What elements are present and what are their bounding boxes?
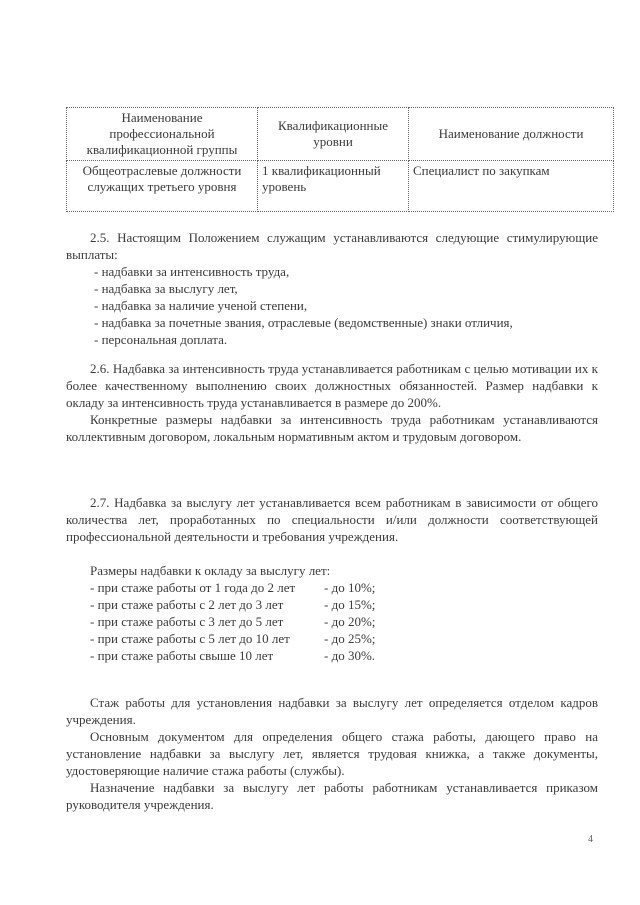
cell-group: Общеотраслевые должности служащих третьего уровня <box>67 161 258 212</box>
list-item: - персональная доплата. <box>94 332 228 347</box>
section-2-6 <box>66 360 598 445</box>
bonus-list-title: Размеры надбавки к окладу за выслугу лет: <box>90 563 331 578</box>
step-value: - до 25%; <box>324 631 376 646</box>
list-item <box>90 579 598 596</box>
section-2-7 <box>66 494 598 813</box>
step-label: - при стаже работы с 3 лет до 5 лет <box>90 614 284 629</box>
qualification-table <box>66 107 614 212</box>
step-value: - до 15%; <box>324 597 376 612</box>
section-2-7-p3: Основным документом для определения общего стажа работы, дающего право на установление надбавки за выслугу лет, является трудовая книжка, а также документы, удостоверяющие наличие стажа работы (службы). <box>66 729 598 778</box>
section-2-5-intro: 2.5. Настоящим Положением служащим устанавливаются следующие стимулирующие выплаты: <box>66 230 598 262</box>
page-number: 4 <box>588 834 593 845</box>
list-item: - надбавки за интенсивность труда, <box>94 264 290 279</box>
header-cell-levels: Квалификационные уровни <box>258 108 409 161</box>
list-item: - надбавка за почетные звания, отраслевые (ведомственные) знаки отличия, <box>94 315 513 330</box>
section-2-7-p1: 2.7. Надбавка за выслугу лет устанавливается всем работникам в зависимости от общего количества лет, проработанных по специальности и/или должности соответствующей профессиональной деятельности и требования учреждения. <box>66 495 598 544</box>
section-2-6-p2: Конкретные размеры надбавки за интенсивность труда работникам устанавливаются коллективным договором, локальным нормативным актом и трудовым договором. <box>66 412 598 444</box>
section-2-7-p2: Стаж работы для установления надбавки за выслугу лет определяется отделом кадров учреждения. <box>66 695 598 727</box>
table-row <box>67 161 614 212</box>
list-item: - надбавка за выслугу лет, <box>94 281 238 296</box>
table-header-row <box>67 108 614 161</box>
header-cell-position: Наименование должности <box>409 108 614 161</box>
step-value: - до 20%; <box>324 614 376 629</box>
list-item <box>90 613 598 630</box>
header-cell-group: Наименование профессиональной квалификационной группы <box>67 108 258 161</box>
cell-level: 1 квалификационный уровень <box>258 161 409 212</box>
list-item <box>90 596 598 613</box>
cell-position: Специалист по закупкам <box>409 161 614 212</box>
list-item <box>90 647 598 664</box>
list-item: - надбавка за наличие ученой степени, <box>94 298 308 313</box>
section-2-6-p1: 2.6. Надбавка за интенсивность труда устанавливается работникам с целью мотивации их к более качественному выполнению своих должностных обязанностей. Размер надбавки к окладу за интенсивность труда устанавливается в размере до 200%. <box>66 361 598 410</box>
step-label: - при стаже работы от 1 года до 2 лет <box>90 580 296 595</box>
step-value: - до 10%; <box>324 580 376 595</box>
list-item <box>90 630 598 647</box>
step-label: - при стаже работы с 5 лет до 10 лет <box>90 631 290 646</box>
section-2-5 <box>66 229 598 348</box>
step-value: - до 30%. <box>324 648 376 663</box>
step-label: - при стаже работы с 2 лет до 3 лет <box>90 597 284 612</box>
seniority-steps <box>90 579 598 664</box>
section-2-7-p4: Назначение надбавки за выслугу лет работы работникам устанавливается приказом руководителя учреждения. <box>66 780 598 812</box>
step-label: - при стаже работы свыше 10 лет <box>90 648 274 663</box>
